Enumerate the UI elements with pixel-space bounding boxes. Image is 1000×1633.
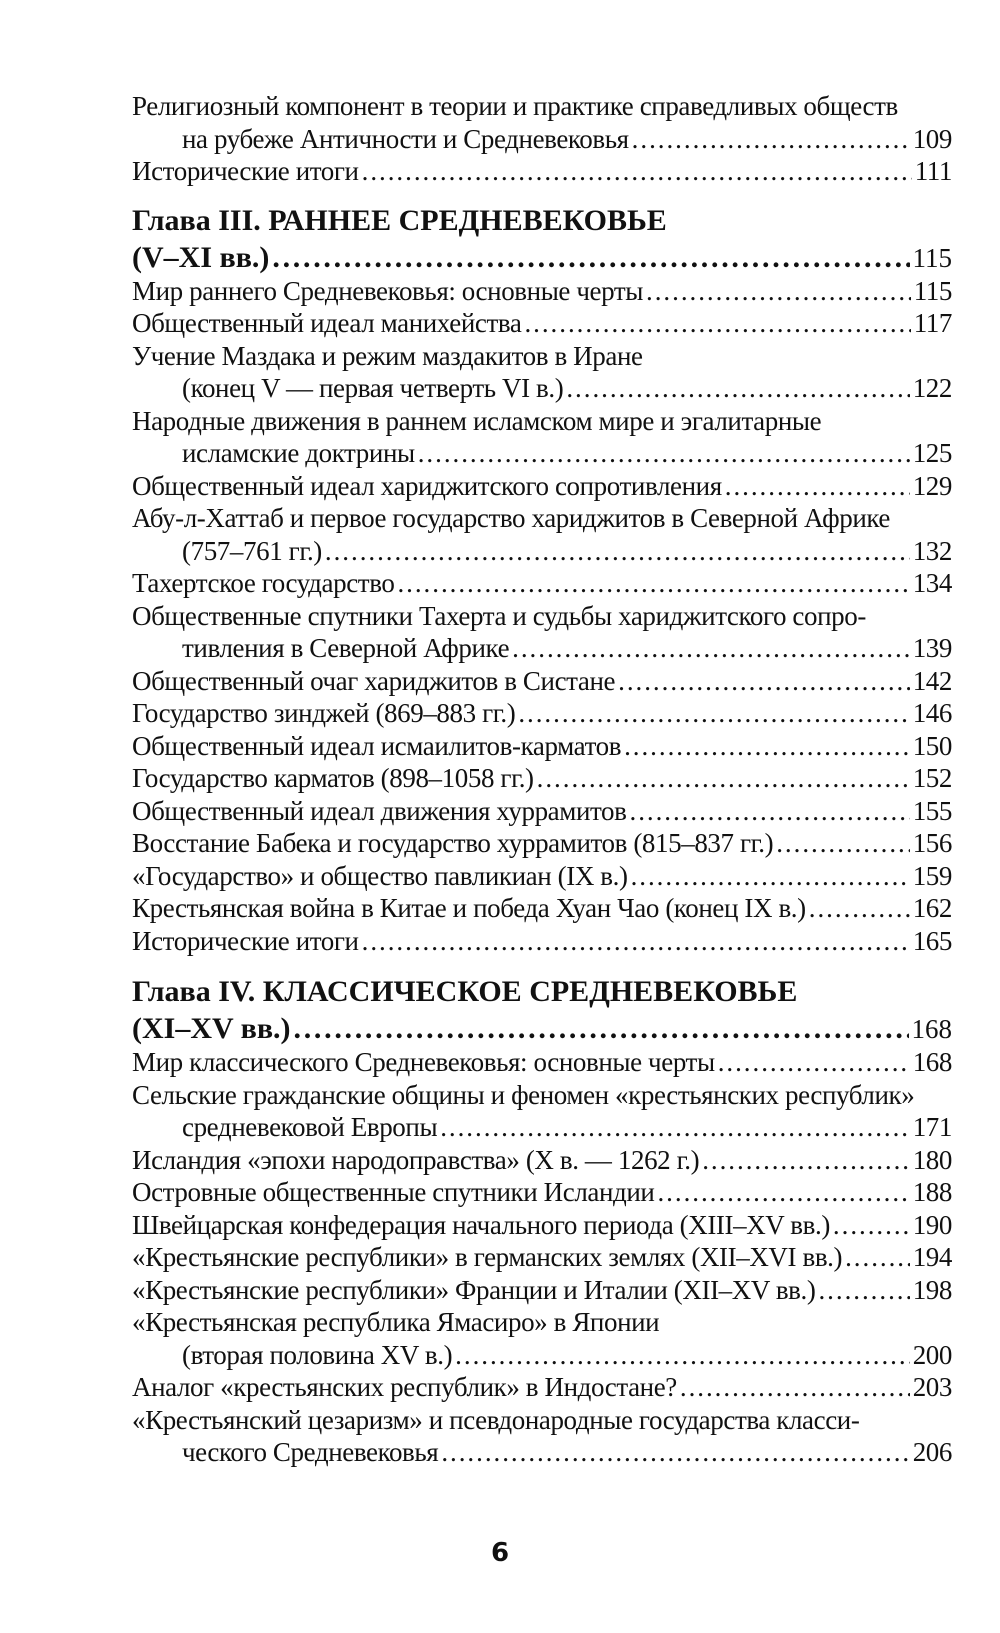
entry-title: Островные общественные спутники Исландии — [132, 1177, 655, 1207]
entry-title: исламские доктрины — [182, 438, 415, 468]
page-ref: 159 — [912, 860, 952, 891]
entry-line — [132, 123, 952, 156]
dot-leader — [537, 762, 910, 795]
toc-entry — [132, 1306, 952, 1371]
entry-title: Народные движения в раннем исламском мире и эгалитарные — [132, 405, 822, 436]
entry-title: Учение Маздака и режим маздакитов в Иране — [132, 340, 643, 371]
dot-leader — [809, 892, 910, 925]
chapter-3-entries — [132, 275, 952, 958]
entry-title: Общественные спутники Тахерта и судьбы хариджитского сопро- — [132, 600, 866, 631]
toc-entry — [132, 697, 952, 730]
page-ref: 132 — [912, 535, 952, 566]
entry-title: тивления в Северной Африке — [182, 633, 510, 663]
entry-title: Тахертское государство — [132, 568, 395, 598]
toc-entry — [132, 1241, 952, 1274]
page-ref: 198 — [912, 1274, 952, 1305]
entry-title: (конец V — первая четверть VI в.) — [182, 373, 564, 403]
entry-line — [132, 567, 952, 600]
entry-line — [132, 1241, 952, 1274]
table-of-contents — [132, 90, 952, 1469]
dot-leader — [294, 1012, 909, 1046]
dot-leader — [624, 730, 910, 763]
entry-line — [132, 1144, 952, 1177]
page-ref: 139 — [912, 633, 952, 663]
entry-line — [132, 795, 952, 828]
entry-line — [132, 892, 952, 925]
entry-line — [132, 470, 952, 503]
page-ref: 115 — [913, 275, 952, 306]
entry-title: Мир классического Средневековья: основные черты — [132, 1047, 715, 1077]
dot-leader — [524, 307, 910, 340]
page-ref: 171 — [912, 1112, 952, 1142]
entry-line — [132, 697, 952, 730]
entry-title: Общественный идеал манихейства — [132, 308, 522, 338]
dot-leader — [702, 1144, 909, 1177]
entry-line — [132, 1436, 952, 1469]
page-ref: 155 — [912, 795, 952, 826]
entry-line — [132, 1111, 952, 1144]
entry-title: Общественный идеал исмаилитов-карматов — [132, 730, 622, 761]
entry-title: на рубеже Античности и Средневековья — [182, 123, 629, 154]
chapter-3-heading — [132, 204, 952, 275]
entry-title: Исторические итоги — [132, 925, 359, 956]
dot-leader — [455, 1339, 910, 1372]
entry-line — [132, 1046, 952, 1079]
toc-entry — [132, 340, 952, 405]
dot-leader — [845, 1241, 910, 1274]
toc-entry — [132, 567, 952, 600]
page-ref: 162 — [912, 893, 952, 923]
chapter-4-entries — [132, 1046, 952, 1469]
page-ref: 142 — [912, 665, 952, 696]
entry-line — [132, 437, 952, 470]
toc-entry — [132, 892, 952, 925]
dot-leader — [632, 123, 910, 156]
entry-line — [132, 1339, 952, 1372]
toc-entry — [132, 925, 952, 958]
entry-line — [132, 1176, 952, 1209]
dot-leader — [657, 1176, 909, 1209]
page-ref: 111 — [914, 156, 952, 186]
dot-leader — [397, 567, 909, 600]
entry-line — [132, 827, 952, 860]
entry-title: Общественный идеал движения хуррамитов — [132, 795, 627, 826]
entry-line — [132, 1274, 952, 1307]
toc-entry — [132, 1046, 952, 1079]
dot-leader — [512, 632, 910, 665]
chapter-title: Глава III. РАННЕЕ СРЕДНЕВЕКОВЬЕ — [132, 203, 667, 237]
page-ref: 152 — [912, 763, 952, 793]
toc-entry — [132, 307, 952, 340]
page-ref: 165 — [912, 925, 952, 956]
page-ref: 129 — [912, 470, 952, 501]
dot-leader — [272, 241, 909, 275]
page-ref: 134 — [912, 568, 952, 598]
page-ref: 194 — [912, 1242, 952, 1272]
dot-leader — [362, 925, 910, 958]
page-ref: 122 — [912, 373, 952, 403]
entry-title: Мир раннего Средневековья: основные черты — [132, 275, 644, 306]
toc-entry — [132, 90, 952, 155]
entry-line — [132, 665, 952, 698]
toc-entry — [132, 1176, 952, 1209]
entry-line — [132, 372, 952, 405]
page-ref: 190 — [912, 1209, 952, 1240]
page-ref: 125 — [912, 438, 952, 468]
page-ref: 168 — [911, 1014, 952, 1044]
chapter-period: (XI–XV вв.) — [132, 1012, 291, 1045]
toc-entry — [132, 1209, 952, 1242]
entry-title: средневековой Европы — [182, 1112, 438, 1142]
entry-line — [132, 275, 952, 308]
toc-entry — [132, 827, 952, 860]
toc-entry — [132, 1404, 952, 1469]
entry-line — [132, 925, 952, 958]
entry-title: Восстание Бабека и государство хуррамитов (815–837 гг.) — [132, 828, 774, 858]
dot-leader — [325, 535, 910, 568]
entry-title: Абу-л-Хаттаб и первое государство хариджитов в Северной Африке — [132, 503, 891, 533]
page-ref: 188 — [912, 1177, 952, 1207]
entry-line — [132, 307, 952, 340]
entry-title: Аналог «крестьянских республик» в Индостане? — [132, 1372, 677, 1402]
page-ref: 156 — [912, 828, 952, 858]
page-ref: 109 — [912, 123, 952, 154]
dot-leader — [362, 155, 912, 188]
entry-line — [132, 860, 952, 893]
dot-leader — [418, 437, 910, 470]
page-ref: 117 — [913, 308, 952, 338]
dot-leader — [718, 1046, 910, 1079]
entry-title: Религиозный компонент в теории и практике справедливых обществ — [132, 91, 898, 121]
entry-title: Государство зинджей (869–883 гг.) — [132, 698, 516, 728]
dot-leader — [618, 665, 910, 698]
dot-leader — [725, 470, 910, 503]
toc-entry — [132, 762, 952, 795]
toc-entry — [132, 1079, 952, 1144]
dot-leader — [776, 827, 909, 860]
entry-title: «Крестьянские республики» в германских землях (XII–XVI вв.) — [132, 1242, 843, 1272]
top-entries — [132, 90, 952, 188]
entry-title: «Государство» и общество павликиан (IX в.) — [132, 860, 628, 891]
entry-line — [132, 730, 952, 763]
entry-title: «Крестьянские республики» Франции и Италии (XII–XV вв.) — [132, 1274, 816, 1305]
dot-leader — [631, 860, 910, 893]
entry-title: Общественный очаг хариджитов в Систане — [132, 665, 616, 696]
dot-leader — [518, 697, 909, 730]
toc-entry — [132, 1144, 952, 1177]
entry-title: Общественный идеал хариджитского сопротивления — [132, 470, 722, 501]
toc-entry — [132, 665, 952, 698]
toc-entry — [132, 1371, 952, 1404]
dot-leader — [646, 275, 911, 308]
entry-line — [132, 632, 952, 665]
entry-title: Исландия «эпохи народоправства» (X в. — 1262 г.) — [132, 1144, 700, 1175]
entry-title: Исторические итоги — [132, 156, 359, 186]
entry-title: Сельские гражданские общины и феномен «крестьянских республик» — [132, 1079, 915, 1110]
entry-line — [132, 155, 952, 188]
entry-title: Крестьянская война в Китае и победа Хуан Чао (конец IX в.) — [132, 893, 806, 923]
toc-entry — [132, 275, 952, 308]
toc-entry — [132, 600, 952, 665]
toc-entry — [132, 155, 952, 188]
entry-title: «Крестьянская республика Ямасиро» в Японии — [132, 1307, 660, 1337]
page-number: 6 — [490, 1538, 510, 1568]
dot-leader — [680, 1371, 910, 1404]
entry-line — [132, 1371, 952, 1404]
page-ref: 150 — [912, 730, 952, 761]
toc-entry — [132, 502, 952, 567]
dot-leader — [440, 1111, 909, 1144]
page-ref: 168 — [912, 1047, 952, 1077]
page-ref: 146 — [912, 698, 952, 728]
entry-title: (757–761 гг.) — [182, 535, 322, 566]
toc-entry — [132, 730, 952, 763]
toc-entry — [132, 405, 952, 470]
entry-title: Швейцарская конфедерация начального периода (XIII–XV вв.) — [132, 1209, 830, 1240]
page-ref: 206 — [912, 1437, 952, 1467]
dot-leader — [441, 1436, 909, 1469]
entry-title: ческого Средневековья — [182, 1437, 439, 1467]
entry-title: (вторая половина XV в.) — [182, 1339, 453, 1370]
page-ref: 115 — [912, 242, 952, 273]
chapter-period: (V–XI вв.) — [132, 240, 270, 274]
entry-line — [132, 535, 952, 568]
dot-leader — [818, 1274, 909, 1307]
dot-leader — [833, 1209, 910, 1242]
toc-entry — [132, 860, 952, 893]
toc-entry — [132, 470, 952, 503]
chapter-line — [132, 1012, 952, 1046]
chapter-title: Глава IV. КЛАССИЧЕСКОЕ СРЕДНЕВЕКОВЬЕ — [132, 975, 798, 1008]
chapter-4-heading — [132, 975, 952, 1046]
entry-title: «Крестьянский цезаризм» и псевдонародные государства класси- — [132, 1404, 860, 1435]
toc-entry — [132, 1274, 952, 1307]
dot-leader — [630, 795, 910, 828]
page-ref: 200 — [912, 1339, 952, 1370]
page-ref: 180 — [912, 1144, 952, 1175]
entry-line — [132, 1209, 952, 1242]
dot-leader — [566, 372, 909, 405]
entry-title: Государство карматов (898–1058 гг.) — [132, 763, 534, 793]
chapter-line — [132, 241, 952, 275]
entry-line — [132, 762, 952, 795]
page-ref: 203 — [912, 1372, 952, 1402]
toc-entry — [132, 795, 952, 828]
